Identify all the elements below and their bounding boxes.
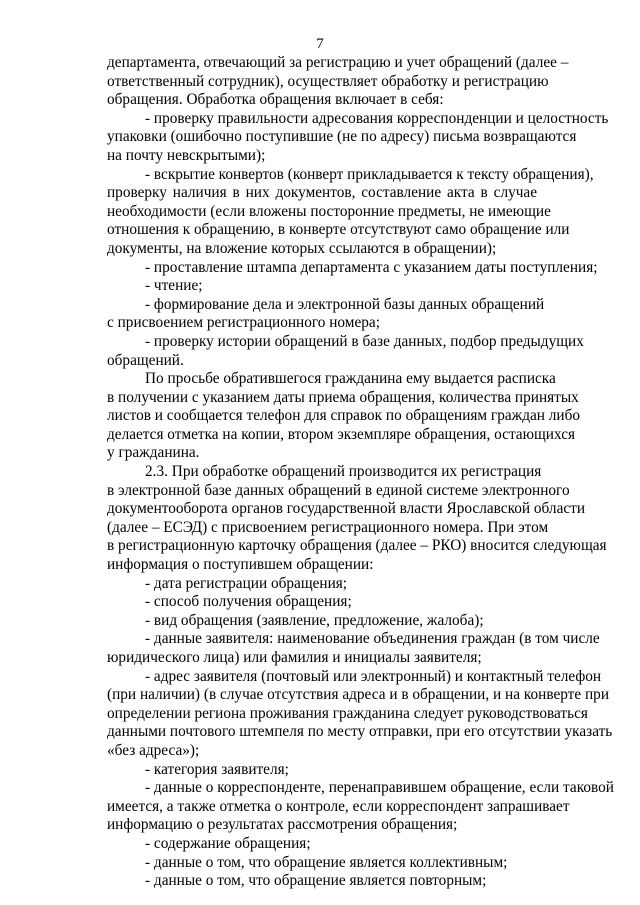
text-line: имеется, а также отметка о контроле, если корреспондент запрашивает	[107, 797, 570, 815]
text-line: информация о поступившем обращении:	[107, 556, 374, 574]
text-line: проверку наличия в них документов, составление акта в случае	[107, 184, 537, 202]
text-line: обращения. Обработка обращения включает в себя:	[107, 91, 444, 109]
text-line: - данные заявителя: наименование объединения граждан (в том числе	[145, 630, 600, 648]
text-line: обращений.	[107, 351, 184, 369]
text-line: - содержание обращения;	[145, 834, 311, 852]
text-line: 2.3. При обработке обращений производится их регистрация	[145, 463, 542, 481]
text-line: документы, на вложение которых ссылаются в обращении);	[107, 239, 497, 257]
text-line: документооборота органов государственной власти Ярославской области	[107, 500, 586, 518]
text-line: «без адреса»);	[107, 741, 200, 759]
page-number: 7	[316, 36, 324, 52]
text-line: (далее – ЕСЭД) с присвоением регистрационного номера. При этом	[107, 518, 549, 536]
text-line: По просьбе обратившегося гражданина ему выдается расписка	[145, 370, 556, 388]
text-line: с присвоением регистрационного номера;	[107, 314, 380, 332]
text-line: - проставление штампа департамента с указанием даты поступления;	[145, 258, 598, 276]
text-line: в получении с указанием даты приема обращения, количества принятых	[107, 388, 579, 406]
text-line: делается отметка на копии, втором экземпляре обращения, остающихся	[107, 425, 576, 443]
text-line: - чтение;	[145, 277, 203, 295]
text-line: определении региона проживания гражданина следует руководствоваться	[107, 704, 588, 722]
text-line: - формирование дела и электронной базы данных обращений	[145, 295, 545, 313]
text-line: - дата регистрации обращения;	[145, 574, 348, 592]
text-line: в электронной базе данных обращений в единой системе электронного	[107, 481, 570, 499]
text-line: - проверку правильности адресования корреспонденции и целостность	[145, 109, 609, 127]
text-line: департамента, отвечающий за регистрацию и учет обращений (далее –	[107, 54, 569, 71]
text-line: необходимости (если вложены посторонние предметы, не имеющие	[107, 202, 551, 220]
text-line: - проверку истории обращений в базе данных, подбор предыдущих	[145, 332, 584, 350]
text-line: - вид обращения (заявление, предложение, жалоба);	[145, 611, 484, 629]
text-line: (при наличии) (в случае отсутствия адреса и в обращении, и на конверте при	[107, 686, 610, 704]
text-line: листов и сообщается телефон для справок по обращениям граждан либо	[107, 407, 581, 425]
text-line: данными почтового штемпеля по месту отправки, при его отсутствии указать	[107, 723, 613, 741]
text-line: юридического лица) или фамилия и инициалы заявителя;	[107, 649, 482, 666]
text-line: ответственный сотрудник), осуществляет обработку и регистрацию	[107, 72, 549, 90]
body-text	[107, 54, 614, 891]
text-line: - адрес заявителя (почтовый или электронный) и контактный телефон	[145, 667, 602, 685]
text-line: - вскрытие конвертов (конверт прикладывается к тексту обращения),	[145, 165, 594, 183]
text-line: информацию о результатах рассмотрения обращения;	[107, 816, 458, 834]
text-line: - категория заявителя;	[145, 760, 289, 778]
text-line: - данные о том, что обращение является коллективным;	[145, 853, 508, 871]
text-line: - способ получения обращения;	[145, 593, 352, 611]
text-line: упаковки (ошибочно поступившие (не по адресу) письма возвращаются	[107, 128, 577, 146]
text-line: отношения к обращению, в конверте отсутствуют само обращение или	[107, 221, 570, 239]
text-line: на почту невскрытыми);	[107, 146, 266, 164]
text-line: - данные о корреспонденте, перенаправившем обращение, если таковой	[145, 779, 614, 797]
text-line: у гражданина.	[107, 444, 200, 462]
text-line: - данные о том, что обращение является повторным;	[145, 872, 487, 890]
text-line: в регистрационную карточку обращения (далее – РКО) вносится следующая	[107, 537, 607, 555]
